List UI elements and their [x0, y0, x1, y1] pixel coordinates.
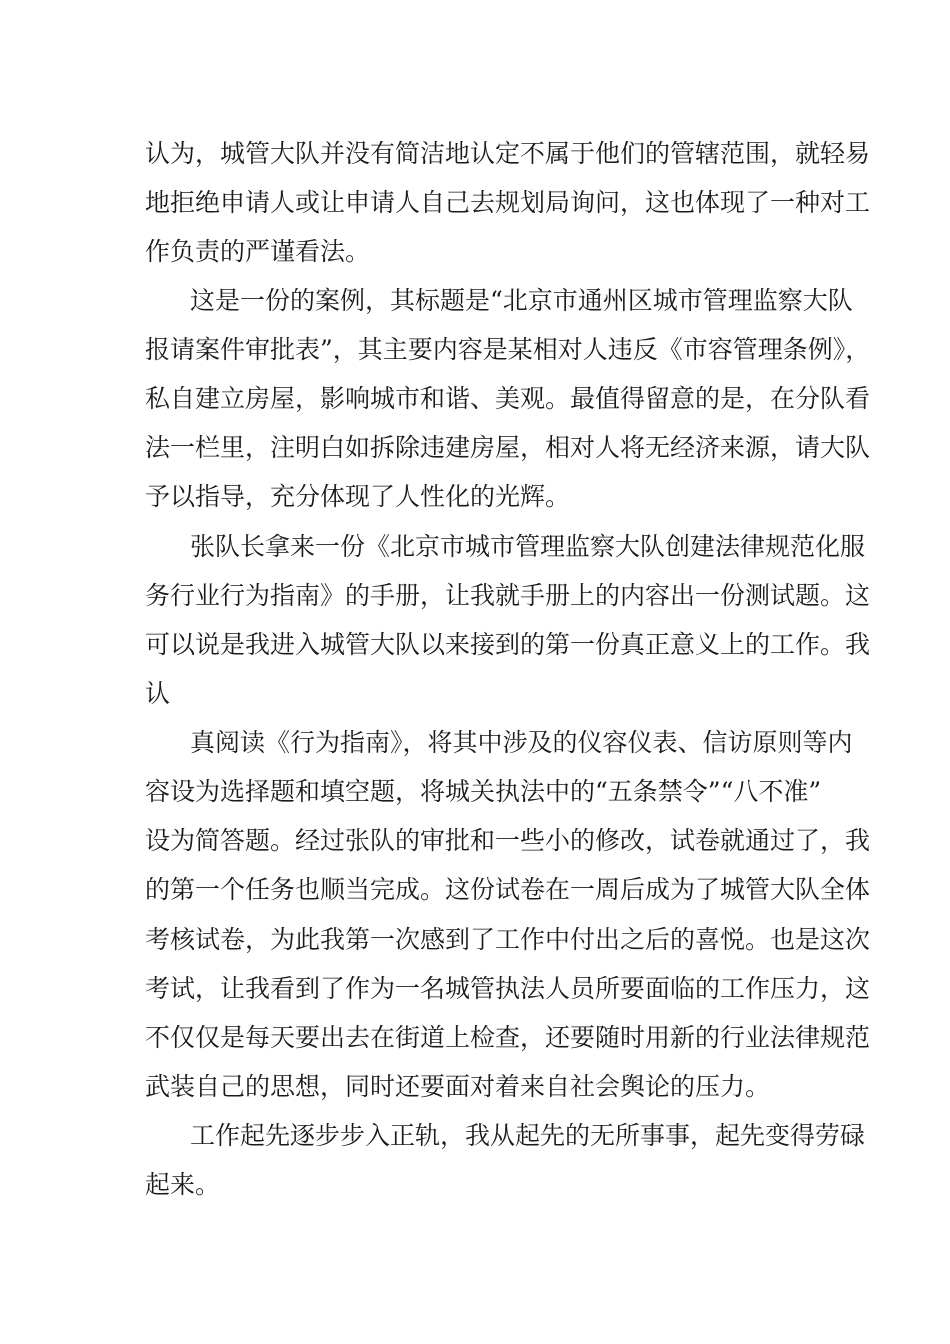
text-line: 设为简答题。经过张队的审批和一些小的修改，试卷就通过了，我 — [145, 826, 871, 855]
text-line: 认为，城管大队并没有简洁地认定不属于他们的管辖范围，就轻易 — [145, 139, 871, 168]
text-line: 报请案件审批表”，其主要内容是某相对人违反《市容管理条例》， — [145, 335, 871, 364]
text-line: 考试，让我看到了作为一名城管执法人员所要面临的工作压力，这 — [145, 974, 871, 1003]
text-line: 真阅读《行为指南》，将其中涉及的仪容仪表、信访原则等内 — [190, 728, 853, 757]
text-line: 作负责的严谨看法。 — [145, 237, 371, 266]
text-line: 工作起先逐步步入正轨，我从起先的无所事事，起先变得劳碌 — [190, 1121, 866, 1150]
text-line: 务行业行为指南》的手册，让我就手册上的内容出一份测试题。这 — [145, 581, 871, 610]
text-line: 予以指导，充分体现了人性化的光辉。 — [145, 482, 571, 511]
text-line: 容设为选择题和填空题，将城关执法中的“五条禁令”“八不准” — [145, 777, 822, 806]
text-line: 这是一份的案例，其标题是“北京市通州区城市管理监察大队 — [190, 286, 853, 315]
text-line: 武装自己的思想，同时还要面对着来自社会舆论的压力。 — [145, 1072, 771, 1101]
text-line: 地拒绝申请人或让申请人自己去规划局询问，这也体现了一种对工 — [145, 188, 871, 217]
text-line: 张队长拿来一份《北京市城市管理监察大队创建法律规范化服 — [190, 532, 866, 561]
text-line: 考核试卷，为此我第一次感到了工作中付出之后的喜悦。也是这次 — [145, 925, 871, 954]
text-line: 的第一个任务也顺当完成。这份试卷在一周后成为了城管大队全体 — [145, 875, 871, 904]
text-line: 私自建立房屋，影响城市和谐、美观。最值得留意的是，在分队看 — [145, 384, 871, 413]
text-line: 不仅仅是每天要出去在街道上检查，还要随时用新的行业法律规范 — [145, 1023, 871, 1052]
text-line: 可以说是我进入城管大队以来接到的第一份真正意义上的工作。我 — [145, 630, 871, 659]
text-line: 起来。 — [145, 1170, 221, 1199]
text-line: 法一栏里，注明白如拆除违建房屋，相对人将无经济来源，请大队 — [145, 433, 871, 462]
text-line: 认 — [145, 679, 171, 708]
